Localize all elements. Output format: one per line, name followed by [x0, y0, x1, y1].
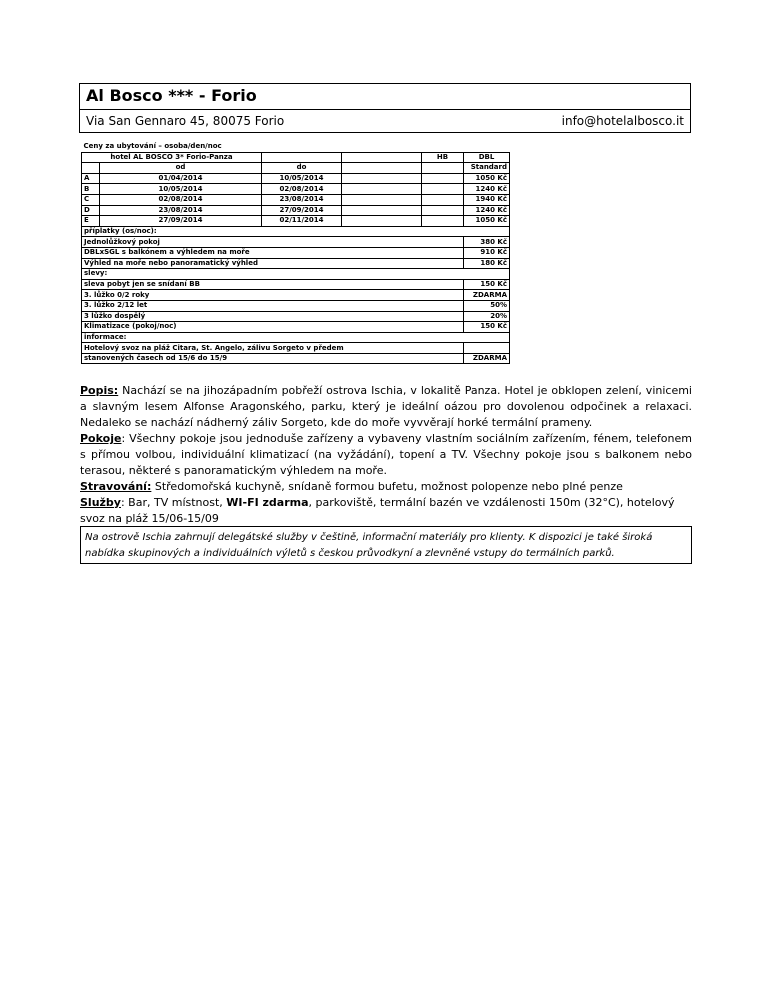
hotel-address: Via San Gennaro 45, 80075 Forio: [86, 114, 285, 128]
sluzby-paragraph: [80, 495, 692, 527]
discount-value: 150 Kč: [464, 322, 510, 333]
season-from: 27/09/2014: [100, 216, 262, 227]
season-code: A: [82, 173, 100, 184]
table-row: [82, 311, 510, 322]
table-row: [82, 184, 510, 195]
table-row: [82, 142, 510, 152]
table-row: [82, 152, 510, 163]
hotel-name-cell: hotel AL BOSCO 3* Forio-Panza: [82, 152, 262, 163]
pokoje-paragraph: [80, 431, 692, 479]
season-price: 1050 Kč: [464, 173, 510, 184]
table-row: [82, 216, 510, 227]
hotel-email: info@hotelalbosco.it: [561, 114, 684, 128]
stravovani-text: Středomořská kuchyně, snídaně formou bufetu, možnost polopenze nebo plné penze: [151, 480, 623, 493]
standard-header: Standard: [464, 163, 510, 174]
table-row: [82, 279, 510, 290]
table-row: [82, 163, 510, 174]
discount-value: 150 Kč: [464, 279, 510, 290]
info-line-2: stanovených časech od 15/6 do 15/9: [82, 353, 464, 364]
discount-label: 3 lůžko dospělý: [82, 311, 464, 322]
sluzby-text-b: , parkoviště, termální bazén ve vzdálenosti 150m (32°C), hotelový svoz na pláž 15/06-15/09: [80, 496, 675, 525]
price-table: [81, 142, 510, 364]
info-box: [80, 526, 692, 564]
supplement-value: 380 Kč: [464, 237, 510, 248]
discount-value: ZDARMA: [464, 290, 510, 301]
season-code: C: [82, 194, 100, 205]
season-code: E: [82, 216, 100, 227]
season-to: 23/08/2014: [262, 194, 342, 205]
supplement-label: Výhled na moře nebo panoramatický výhled: [82, 258, 464, 269]
table-row: [82, 269, 510, 280]
season-from: 23/08/2014: [100, 205, 262, 216]
table-row: [82, 290, 510, 301]
table-row: [82, 353, 510, 364]
hotel-title: Al Bosco *** - Forio: [86, 86, 257, 105]
table-row: [82, 258, 510, 269]
season-price: 1940 Kč: [464, 194, 510, 205]
info-title: informace:: [82, 332, 510, 343]
pokoje-text: : Všechny pokoje jsou jednoduše zařízeny a vybaveny vlastním sociálním zařízením, fénem, telefonem s přímou volbou, individuální klimatizací (na vyžádání), topení a TV. Všechny pokoje jsou s balkonem nebo terasou, některé s panoramatickým výhledem na moře.: [80, 432, 692, 477]
title-row: [80, 84, 690, 110]
supplement-label: Jednolůžkový pokoj: [82, 237, 464, 248]
discount-value: 20%: [464, 311, 510, 322]
hb-header: HB: [422, 152, 464, 163]
season-to: 10/05/2014: [262, 173, 342, 184]
table-row: [82, 300, 510, 311]
hotel-description: [80, 383, 692, 527]
season-from: 02/08/2014: [100, 194, 262, 205]
season-code: B: [82, 184, 100, 195]
table-row: [82, 194, 510, 205]
table-row: [82, 205, 510, 216]
discount-label: 3. lůžko 0/2 roky: [82, 290, 464, 301]
season-price: 1240 Kč: [464, 205, 510, 216]
sluzby-text-a: : Bar, TV místnost,: [120, 496, 227, 509]
dbl-header: DBL: [464, 152, 510, 163]
table-row: [82, 247, 510, 258]
season-to: 02/08/2014: [262, 184, 342, 195]
discount-label: Klimatizace (pokoj/noc): [82, 322, 464, 333]
season-from: 10/05/2014: [100, 184, 262, 195]
info-box-text: Na ostrově Ischia zahrnují delegátské služby v češtině, informační materiály pro klienty. K dispozici je také široká nabídka skupinových a individuálních výletů s českou průvodkyní a zlevněné vstupy do termálních parků.: [85, 532, 653, 559]
season-from: 01/04/2014: [100, 173, 262, 184]
info-line-1: Hotelový svoz na pláž Citara, St. Angelo, zálivu Sorgeto v předem: [82, 343, 464, 354]
season-price: 1240 Kč: [464, 184, 510, 195]
supplement-label: DBLxSGL s balkónem a výhledem na moře: [82, 247, 464, 258]
season-code: D: [82, 205, 100, 216]
table-row: [82, 343, 510, 354]
stravovani-paragraph: [80, 479, 692, 495]
stravovani-label: Stravování:: [80, 480, 152, 493]
hotel-header-box: [79, 83, 691, 133]
table-caption: Ceny za ubytování – osoba/den/noc: [83, 142, 222, 151]
table-row: [82, 226, 510, 237]
discount-label: sleva pobyt jen se snídaní BB: [82, 279, 464, 290]
od-header: od: [100, 163, 262, 174]
table-row: [82, 237, 510, 248]
popis-text: Nachází se na jihozápadním pobřeží ostrova Ischia, v lokalitě Panza. Hotel je obklopen zelení, vinicemi a slavným lesem Alfonse Aragonského, parku, který je ideální oázou pro dovolenou odpočinek a relaxaci. Nedaleko se nachází nádherný záliv Sorgeto, kde do moře vyvvěrají horké termální prameny.: [80, 384, 692, 429]
discount-value: 50%: [464, 300, 510, 311]
table-row: [82, 173, 510, 184]
sluzby-label: Služby: [80, 496, 121, 509]
pokoje-label: Pokoje: [80, 432, 122, 445]
discounts-title: slevy:: [82, 269, 510, 280]
wifi-text: WI-FI zdarma: [226, 496, 309, 509]
popis-label: Popis:: [80, 384, 119, 397]
supplements-title: příplatky (os/noc):: [82, 226, 510, 237]
supplement-value: 180 Kč: [464, 258, 510, 269]
discount-label: 3. lůžko 2/12 let: [82, 300, 464, 311]
table-row: [82, 322, 510, 333]
season-price: 1050 Kč: [464, 216, 510, 227]
season-to: 02/11/2014: [262, 216, 342, 227]
supplement-value: 910 Kč: [464, 247, 510, 258]
popis-paragraph: [80, 383, 692, 431]
do-header: do: [262, 163, 342, 174]
info-value: ZDARMA: [464, 353, 510, 364]
season-to: 27/09/2014: [262, 205, 342, 216]
table-row: [82, 332, 510, 343]
